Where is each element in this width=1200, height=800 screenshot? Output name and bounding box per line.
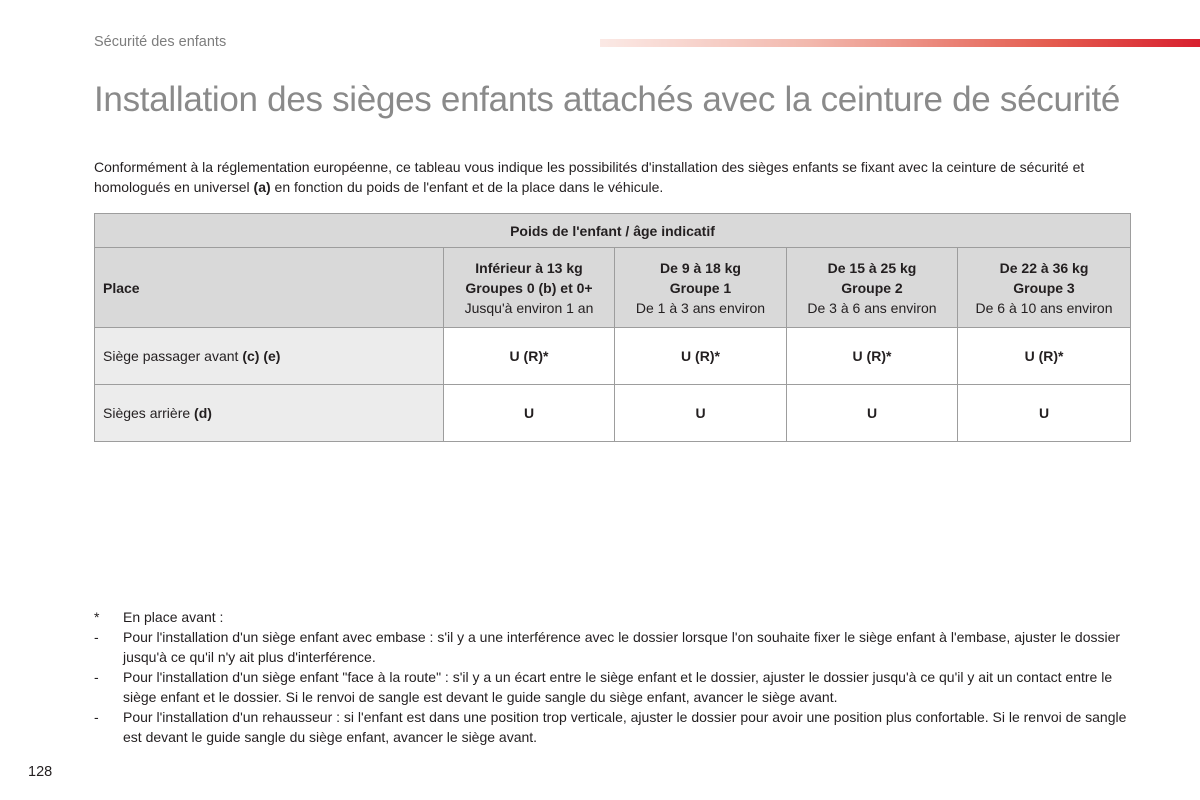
footnote-text: Pour l'installation d'un rehausseur : si l'enfant est dans une position trop verticale, ajuster le dossier pour avoir une position plus confortable. Si le renvoi de sangle est devant le guide sangle du siège enfant, avancer le siège avant.: [123, 709, 1127, 745]
footnote-marker: -: [94, 709, 99, 725]
place-header: Place: [95, 248, 444, 328]
group-name: Groupe 1: [669, 279, 732, 296]
seat-cell: [95, 328, 444, 385]
intro-paragraph: [94, 157, 1134, 197]
table-header-row: [95, 214, 1131, 248]
page-title: Installation des sièges enfants attachés avec la ceinture de sécurité: [94, 80, 1121, 119]
table-cell: U: [958, 385, 1131, 442]
footnote: [94, 627, 1134, 667]
footnotes: [94, 607, 1134, 747]
seat-references: (c) (e): [242, 348, 281, 364]
table-cell: U: [615, 385, 787, 442]
group-header: [615, 248, 787, 328]
table-cell: U (R)*: [444, 328, 615, 385]
table-cell: U (R)*: [958, 328, 1131, 385]
intro-text-start: Conformément à la réglementation européenne, ce tableau vous indique les possibilités d'installation des sièges enfants se fixant avec la ceinture de sécurité et homologués en universel: [94, 159, 1085, 195]
table-row: [95, 328, 1131, 385]
compatibility-table: [94, 213, 1131, 442]
group-name: Groupe 3: [1013, 279, 1075, 296]
footnote-marker: -: [94, 669, 99, 685]
group-weight: De 9 à 18 kg: [660, 259, 741, 276]
group-age: De 6 à 10 ans environ: [975, 299, 1113, 316]
seat-label: Siège passager avant: [103, 348, 239, 364]
group-weight: Inférieur à 13 kg: [475, 259, 583, 276]
table-row: [95, 385, 1131, 442]
group-header: [444, 248, 615, 328]
group-header: [958, 248, 1131, 328]
seat-label: Sièges arrière: [103, 405, 191, 421]
table-cell: U (R)*: [787, 328, 958, 385]
group-name: Groupe 2: [841, 279, 903, 296]
table-cell: U (R)*: [615, 328, 787, 385]
page-number: 128: [28, 764, 53, 780]
group-weight: De 15 à 25 kg: [827, 259, 917, 276]
group-weight: De 22 à 36 kg: [999, 259, 1089, 276]
intro-text-end: en fonction du poids de l'enfant et de la place dans le véhicule.: [270, 179, 664, 195]
footnote-marker: *: [94, 609, 100, 625]
footnote-text: Pour l'installation d'un siège enfant "face à la route" : s'il y a un écart entre le siège enfant et le dossier, ajuster le dossier jusqu'à ce qu'il y ait un contact entre le siège enfant et le dossier. Si le renvoi de sangle est devant le guide sangle du siège enfant, avancer le siège avant.: [123, 669, 1113, 705]
group-name: Groupes 0 (b) et 0+: [465, 279, 593, 296]
table-group-row: [95, 248, 1131, 328]
footnote-text: Pour l'installation d'un siège enfant avec embase : s'il y a une interférence avec le dossier lorsque l'on souhaite fixer le siège enfant à l'embase, ajuster le dossier jusqu'à ce qu'il n'y ait plus d'interférence.: [123, 629, 1121, 665]
table-cell: U: [444, 385, 615, 442]
group-age: De 1 à 3 ans environ: [635, 299, 766, 316]
seat-references: (d): [194, 405, 212, 421]
seat-cell: [95, 385, 444, 442]
section-title: Sécurité des enfants: [94, 34, 227, 50]
header-accent-bar: [600, 39, 1200, 47]
group-header: [787, 248, 958, 328]
group-age: De 3 à 6 ans environ: [807, 299, 937, 316]
footnote: [94, 607, 1134, 627]
intro-reference: (a): [253, 179, 271, 195]
footnote: [94, 707, 1134, 747]
table-cell: U: [787, 385, 958, 442]
group-age: Jusqu'à environ 1 an: [464, 299, 594, 316]
footnote-marker: -: [94, 629, 99, 645]
footnote: [94, 667, 1134, 707]
weight-age-header: Poids de l'enfant / âge indicatif: [95, 214, 1131, 248]
footnote-text: En place avant :: [123, 609, 224, 625]
